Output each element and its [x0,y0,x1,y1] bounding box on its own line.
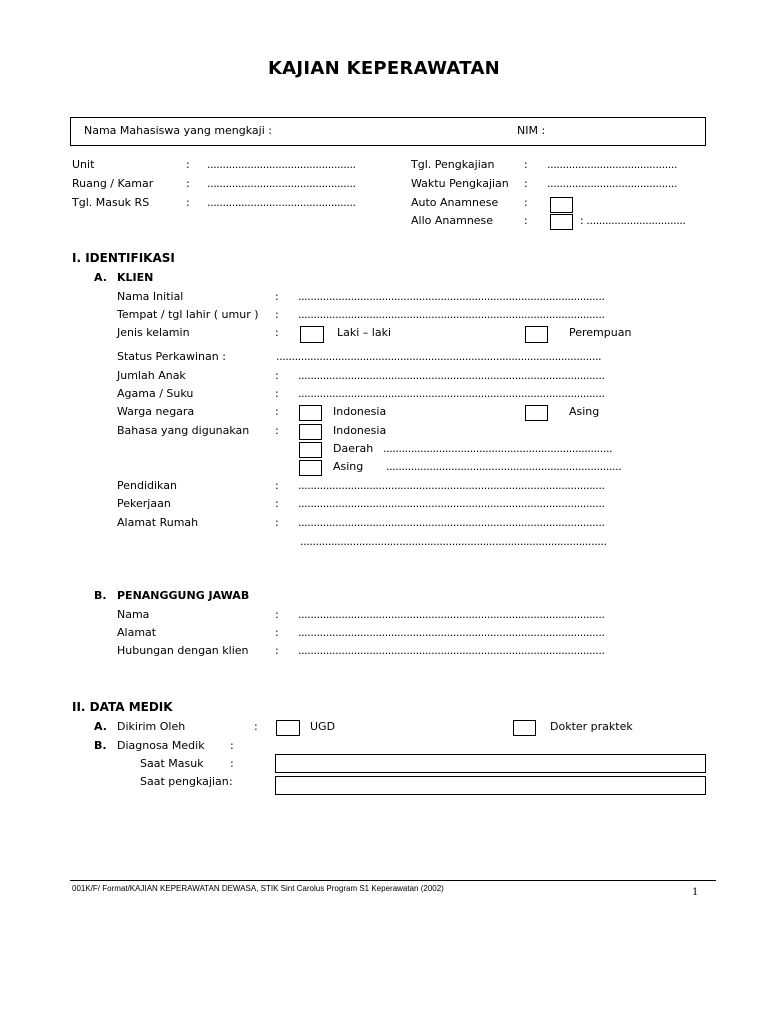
warga-indonesia-checkbox[interactable] [299,405,322,421]
jumlah-anak-label: Jumlah Anak [117,369,186,382]
subsection-b-letter: B. [94,589,107,602]
waktu-pengkajian-label: Waktu Pengkajian [411,177,509,190]
warga-negara-label: Warga negara [117,405,195,418]
allo-anamnese-checkbox[interactable] [550,214,573,230]
ruang-label: Ruang / Kamar [72,177,154,190]
jenis-kelamin-colon: : [275,326,279,339]
pj-alamat-colon: : [275,626,279,639]
bahasa-daerah-checkbox[interactable] [299,442,322,458]
bahasa-asing-label: Asing [333,460,364,473]
tempat-tgl-lahir-field[interactable]: ................................................................................................... [298,308,605,321]
bahasa-indonesia-label: Indonesia [333,424,387,437]
tgl-masuk-label: Tgl. Masuk RS [72,196,150,209]
saat-masuk-input[interactable] [275,754,706,773]
diagnosa-medik-colon: : [230,739,234,752]
bahasa-asing-checkbox[interactable] [299,460,322,476]
pendidikan-field[interactable]: ................................................................................................... [298,479,605,492]
bahasa-daerah-field[interactable]: .......................................................................... [383,442,613,455]
pj-alamat-label: Alamat [117,626,157,639]
tempat-tgl-lahir-colon: : [275,308,279,321]
status-perkawinan-label: Status Perkawinan : [117,350,226,363]
tgl-pengkajian-colon: : [524,158,528,171]
saat-pengkajian-colon: : [229,775,233,788]
status-perkawinan-field[interactable]: ......................................................................................................... [276,350,602,363]
pj-nama-colon: : [275,608,279,621]
alamat-rumah-field-2[interactable]: ................................................................................................... [300,535,607,548]
dokter-praktek-checkbox[interactable] [513,720,536,736]
subsection-a-letter: A. [94,271,107,284]
warga-negara-colon: : [275,405,279,418]
tgl-pengkajian-label: Tgl. Pengkajian [411,158,495,171]
perempuan-checkbox[interactable] [525,326,548,343]
ugd-label: UGD [310,720,336,733]
nama-initial-colon: : [275,290,279,303]
footer-divider [70,880,716,881]
diagnosa-medik-label: Diagnosa Medik [117,739,205,752]
section-data-medik-heading: II. DATA MEDIK [72,700,173,714]
pekerjaan-colon: : [275,497,279,510]
klien-heading: KLIEN [117,271,154,284]
waktu-pengkajian-field[interactable]: .......................................... [547,177,678,190]
pendidikan-label: Pendidikan [117,479,177,492]
medik-a-letter: A. [94,720,107,733]
bahasa-colon: : [275,424,279,437]
pendidikan-colon: : [275,479,279,492]
ugd-checkbox[interactable] [276,720,300,736]
nama-initial-field[interactable]: ................................................................................................... [298,290,605,303]
pj-hubungan-field[interactable]: ................................................................................................... [298,644,605,657]
page-number: 1 [692,884,698,898]
auto-anamnese-checkbox[interactable] [550,197,573,213]
agama-suku-colon: : [275,387,279,400]
unit-label: Unit [72,158,95,171]
alamat-rumah-colon: : [275,516,279,529]
bahasa-daerah-label: Daerah [333,442,374,455]
unit-field[interactable]: ................................................ [207,158,356,171]
pekerjaan-field[interactable]: ................................................................................................... [298,497,605,510]
dikirim-oleh-label: Dikirim Oleh [117,720,186,733]
tgl-masuk-colon: : [186,196,190,209]
pekerjaan-label: Pekerjaan [117,497,171,510]
jenis-kelamin-label: Jenis kelamin [117,326,190,339]
waktu-pengkajian-colon: : [524,177,528,190]
dokter-praktek-label: Dokter praktek [550,720,633,733]
pj-alamat-field[interactable]: ................................................................................................... [298,626,605,639]
saat-masuk-label: Saat Masuk [140,757,204,770]
pj-nama-label: Nama [117,608,150,621]
medik-b-letter: B. [94,739,107,752]
tgl-pengkajian-field[interactable]: .......................................... [547,158,678,171]
warga-indonesia-label: Indonesia [333,405,387,418]
penanggung-jawab-heading: PENANGGUNG JAWAB [117,589,250,602]
allo-anamnese-label: Allo Anamnese [411,214,494,227]
auto-anamnese-label: Auto Anamnese [411,196,499,209]
dikirim-oleh-colon: : [254,720,258,733]
perempuan-label: Perempuan [569,326,632,339]
laki-laki-checkbox[interactable] [300,326,324,343]
agama-suku-label: Agama / Suku [117,387,194,400]
alamat-rumah-field[interactable]: ................................................................................................... [298,516,605,529]
bahasa-asing-field[interactable]: ............................................................................ [386,460,622,473]
bahasa-indonesia-checkbox[interactable] [299,424,322,440]
ruang-colon: : [186,177,190,190]
student-name-label: Nama Mahasiswa yang mengkaji : [84,124,272,137]
pj-hubungan-colon: : [275,644,279,657]
auto-anamnese-colon: : [524,196,528,209]
bahasa-label: Bahasa yang digunakan [117,424,250,437]
footer-text: 001K/F/ Format/KAJIAN KEPERAWATAN DEWASA, STIK Sint Carolus Program S1 Keperawatan (2002) [72,884,444,893]
nim-label: NIM : [517,124,546,137]
jumlah-anak-colon: : [275,369,279,382]
pj-nama-field[interactable]: ................................................................................................... [298,608,605,621]
section-identifikasi-heading: I. IDENTIFIKASI [72,251,175,265]
allo-anamnese-colon: : [524,214,528,227]
saat-pengkajian-label: Saat pengkajian [140,775,229,788]
page-title: KAJIAN KEPERAWATAN [267,58,501,79]
alamat-rumah-label: Alamat Rumah [117,516,199,529]
pj-hubungan-label: Hubungan dengan klien [117,644,249,657]
tempat-tgl-lahir-label: Tempat / tgl lahir ( umur ) [117,308,259,321]
ruang-field[interactable]: ................................................ [207,177,356,190]
saat-pengkajian-input[interactable] [275,776,706,795]
saat-masuk-colon: : [230,757,234,770]
laki-laki-label: Laki – laki [337,326,392,339]
warga-asing-label: Asing [569,405,600,418]
unit-colon: : [186,158,190,171]
tgl-masuk-field[interactable]: ................................................ [207,196,356,209]
warga-asing-checkbox[interactable] [525,405,548,421]
agama-suku-field[interactable]: ................................................................................................... [298,387,605,400]
allo-anamnese-field[interactable]: : ................................ [580,214,686,227]
jumlah-anak-field[interactable]: ................................................................................................... [298,369,605,382]
nama-initial-label: Nama Initial [117,290,184,303]
